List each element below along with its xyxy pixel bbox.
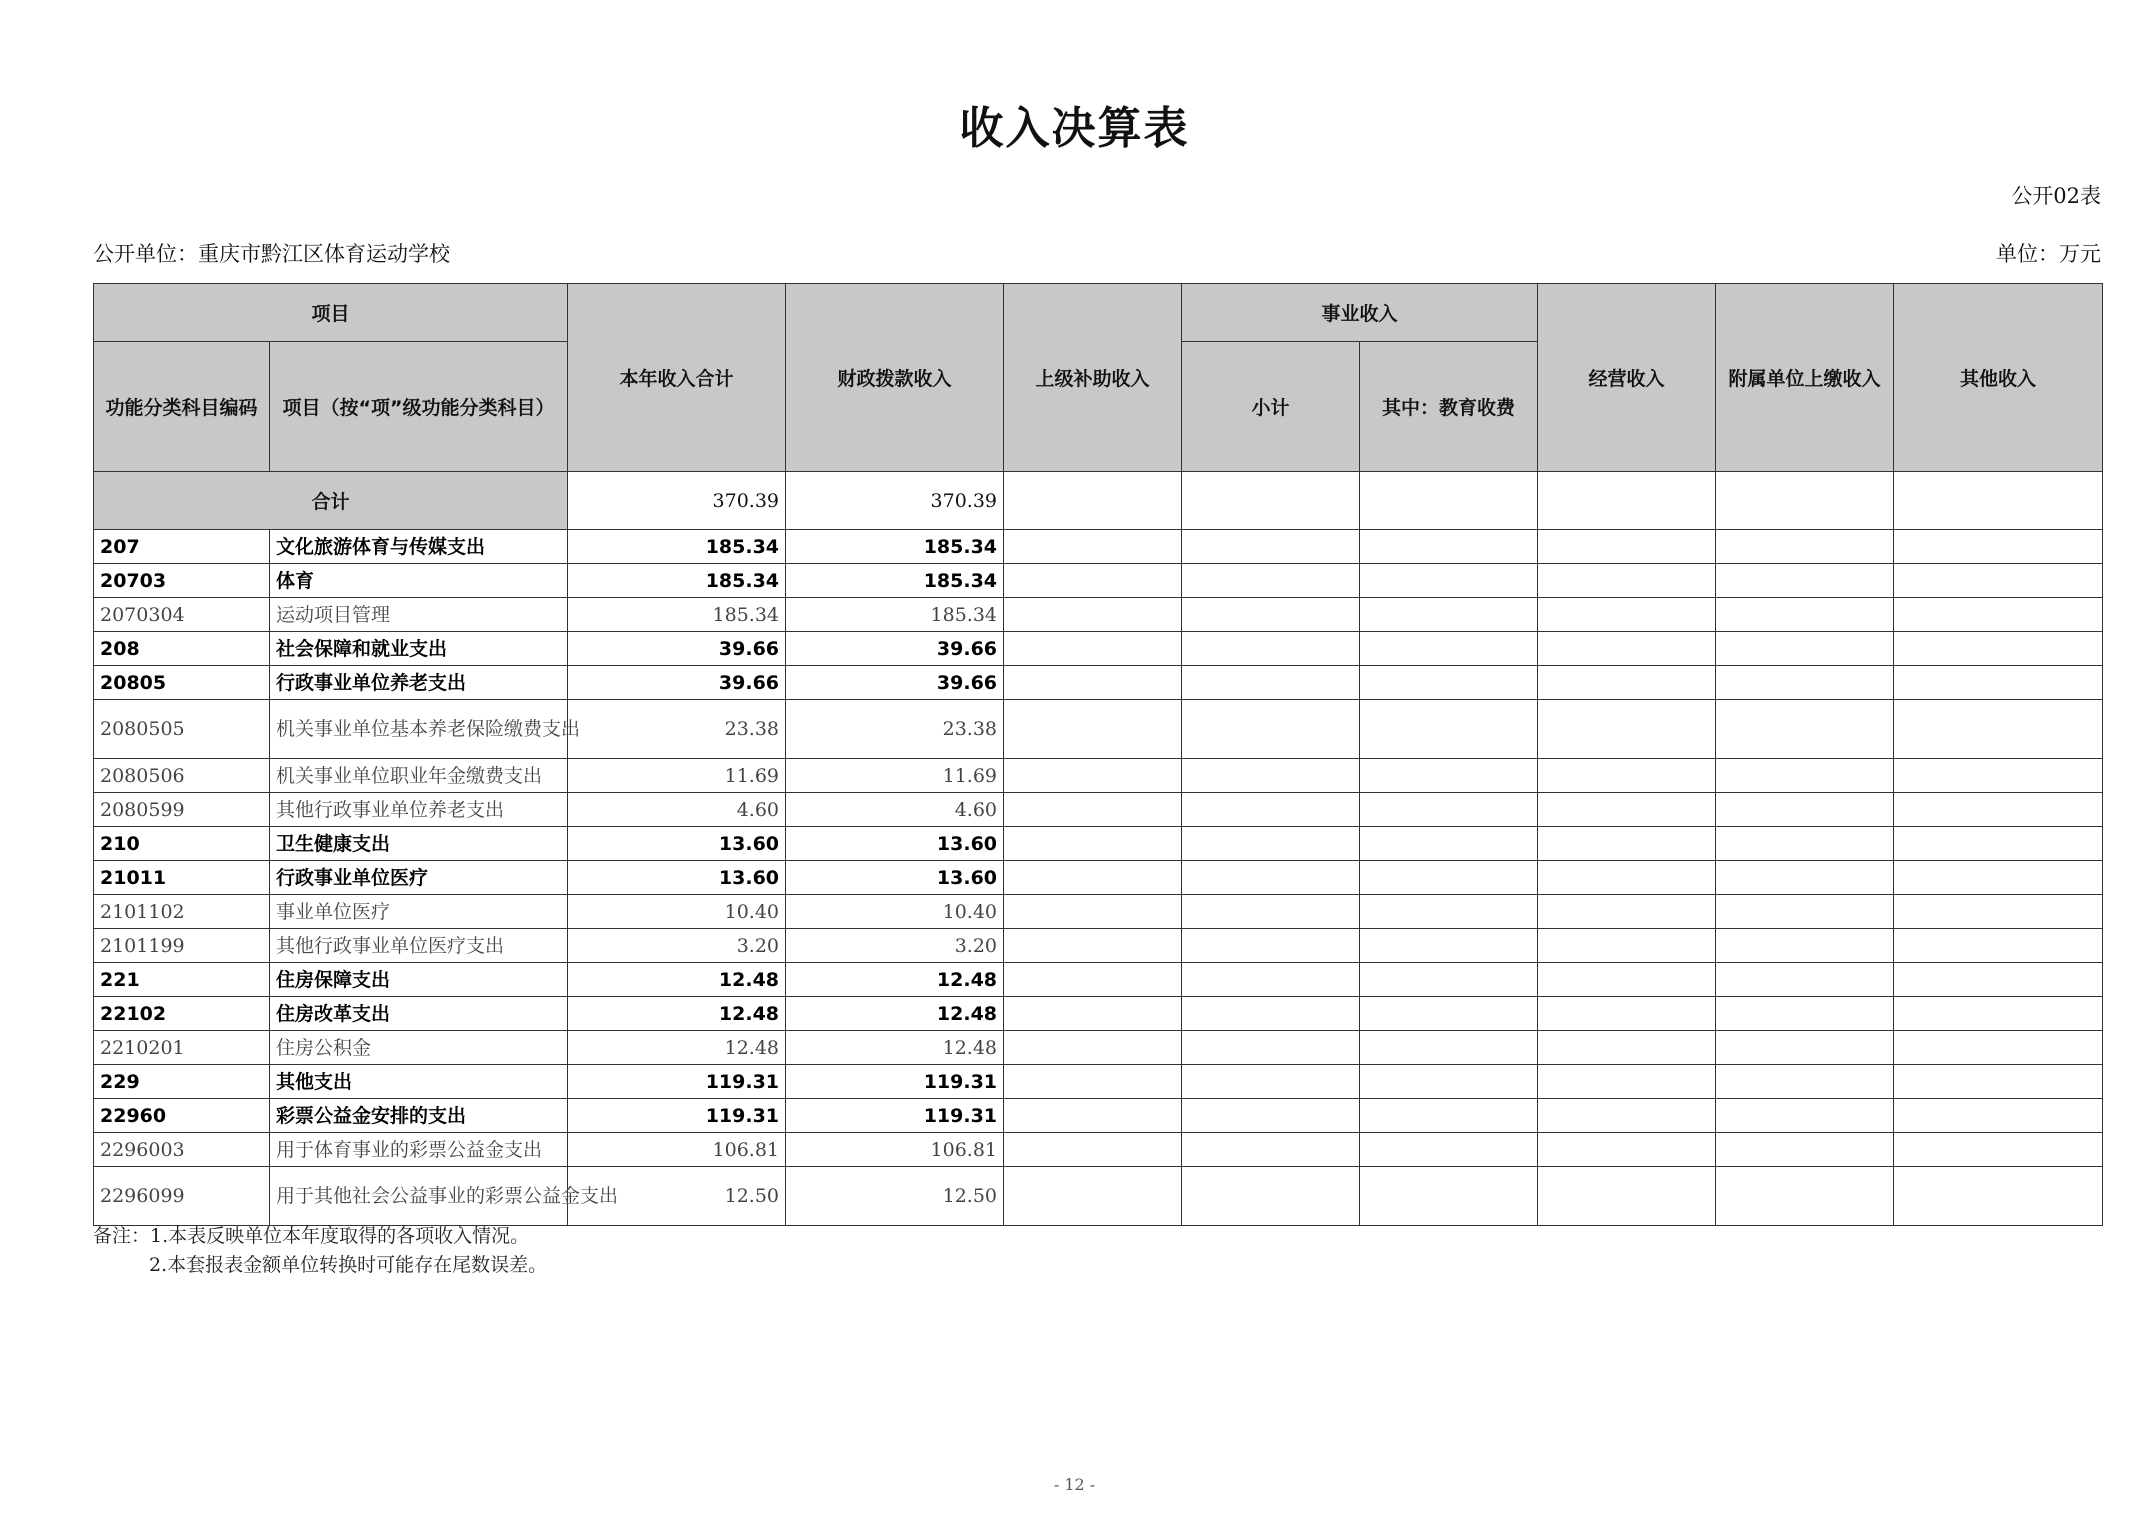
row-total: 185.34 bbox=[568, 564, 786, 598]
row-name: 用于其他社会公益事业的彩票公益金支出 bbox=[270, 1167, 568, 1226]
table-row bbox=[94, 632, 2103, 666]
row-total: 12.50 bbox=[568, 1167, 786, 1226]
row-fiscal: 119.31 bbox=[786, 1099, 1004, 1133]
reporting-unit: 公开单位：重庆市黔江区体育运动学校 bbox=[93, 242, 450, 266]
row-fiscal: 39.66 bbox=[786, 632, 1004, 666]
row-total: 39.66 bbox=[568, 666, 786, 700]
row-name: 文化旅游体育与传媒支出 bbox=[270, 530, 568, 564]
table-row bbox=[94, 1065, 2103, 1099]
row-code: 2101199 bbox=[94, 929, 270, 963]
row-name: 行政事业单位养老支出 bbox=[270, 666, 568, 700]
row-name: 住房保障支出 bbox=[270, 963, 568, 997]
table-row bbox=[94, 530, 2103, 564]
row-fiscal: 4.60 bbox=[786, 793, 1004, 827]
total-row bbox=[94, 472, 2103, 530]
row-code: 210 bbox=[94, 827, 270, 861]
row-total: 10.40 bbox=[568, 895, 786, 929]
row-fiscal: 106.81 bbox=[786, 1133, 1004, 1167]
header-operating: 经营收入 bbox=[1538, 284, 1716, 472]
row-code: 207 bbox=[94, 530, 270, 564]
row-total: 106.81 bbox=[568, 1133, 786, 1167]
row-fiscal: 119.31 bbox=[786, 1065, 1004, 1099]
header-subtotal: 小计 bbox=[1182, 342, 1360, 472]
header-name: 项目（按“项”级功能分类科目） bbox=[270, 342, 568, 472]
table-row bbox=[94, 827, 2103, 861]
row-total: 12.48 bbox=[568, 997, 786, 1031]
table-row bbox=[94, 666, 2103, 700]
row-name: 其他行政事业单位养老支出 bbox=[270, 793, 568, 827]
table-row bbox=[94, 1133, 2103, 1167]
row-code: 2296099 bbox=[94, 1167, 270, 1226]
table-row bbox=[94, 963, 2103, 997]
row-code: 2070304 bbox=[94, 598, 270, 632]
table-row bbox=[94, 895, 2103, 929]
table-row bbox=[94, 997, 2103, 1031]
row-name: 行政事业单位医疗 bbox=[270, 861, 568, 895]
note-1: 备注：1.本表反映单位本年度取得的各项收入情况。 bbox=[93, 1225, 530, 1247]
table-row bbox=[94, 929, 2103, 963]
income-table bbox=[93, 283, 2103, 1226]
row-total: 12.48 bbox=[568, 1031, 786, 1065]
table-row bbox=[94, 564, 2103, 598]
table-row bbox=[94, 793, 2103, 827]
row-code: 208 bbox=[94, 632, 270, 666]
table-row bbox=[94, 861, 2103, 895]
row-code: 22102 bbox=[94, 997, 270, 1031]
header-business-group: 事业收入 bbox=[1182, 284, 1538, 342]
row-code: 221 bbox=[94, 963, 270, 997]
row-fiscal: 12.48 bbox=[786, 1031, 1004, 1065]
row-total: 13.60 bbox=[568, 827, 786, 861]
row-code: 2101102 bbox=[94, 895, 270, 929]
row-code: 20703 bbox=[94, 564, 270, 598]
row-code: 21011 bbox=[94, 861, 270, 895]
row-fiscal: 13.60 bbox=[786, 827, 1004, 861]
row-total: 39.66 bbox=[568, 632, 786, 666]
header-item-group: 项目 bbox=[94, 284, 568, 342]
header-superior: 上级补助收入 bbox=[1004, 284, 1182, 472]
row-fiscal: 185.34 bbox=[786, 598, 1004, 632]
table-row bbox=[94, 1099, 2103, 1133]
row-fiscal: 12.50 bbox=[786, 1167, 1004, 1226]
row-fiscal: 3.20 bbox=[786, 929, 1004, 963]
row-code: 22960 bbox=[94, 1099, 270, 1133]
table-row bbox=[94, 759, 2103, 793]
page-number: - 12 - bbox=[1053, 1475, 1096, 1494]
row-fiscal: 13.60 bbox=[786, 861, 1004, 895]
total-fiscal: 370.39 bbox=[786, 472, 1004, 530]
row-name: 机关事业单位职业年金缴费支出 bbox=[270, 759, 568, 793]
row-fiscal: 11.69 bbox=[786, 759, 1004, 793]
row-name: 住房公积金 bbox=[270, 1031, 568, 1065]
row-total: 12.48 bbox=[568, 963, 786, 997]
header-fiscal: 财政拨款收入 bbox=[786, 284, 1004, 472]
row-total: 11.69 bbox=[568, 759, 786, 793]
row-name: 其他支出 bbox=[270, 1065, 568, 1099]
row-name: 社会保障和就业支出 bbox=[270, 632, 568, 666]
row-fiscal: 185.34 bbox=[786, 530, 1004, 564]
table-row bbox=[94, 598, 2103, 632]
table-row bbox=[94, 1031, 2103, 1065]
table-row bbox=[94, 700, 2103, 759]
header-affiliated: 附属单位上缴收入 bbox=[1716, 284, 1894, 472]
row-name: 事业单位医疗 bbox=[270, 895, 568, 929]
row-name: 体育 bbox=[270, 564, 568, 598]
row-fiscal: 10.40 bbox=[786, 895, 1004, 929]
row-name: 彩票公益金安排的支出 bbox=[270, 1099, 568, 1133]
row-name: 运动项目管理 bbox=[270, 598, 568, 632]
total-label: 合计 bbox=[94, 472, 568, 530]
row-fiscal: 23.38 bbox=[786, 700, 1004, 759]
row-code: 20805 bbox=[94, 666, 270, 700]
row-code: 2296003 bbox=[94, 1133, 270, 1167]
notes bbox=[93, 1222, 547, 1280]
row-name: 住房改革支出 bbox=[270, 997, 568, 1031]
row-code: 2080599 bbox=[94, 793, 270, 827]
row-total: 119.31 bbox=[568, 1099, 786, 1133]
row-code: 2080506 bbox=[94, 759, 270, 793]
row-fiscal: 39.66 bbox=[786, 666, 1004, 700]
row-total: 3.20 bbox=[568, 929, 786, 963]
table-row bbox=[94, 1167, 2103, 1226]
table-number: 公开02表 bbox=[2011, 184, 2101, 208]
header-education: 其中：教育收费 bbox=[1360, 342, 1538, 472]
header-other: 其他收入 bbox=[1894, 284, 2103, 472]
row-name: 卫生健康支出 bbox=[270, 827, 568, 861]
row-name: 其他行政事业单位医疗支出 bbox=[270, 929, 568, 963]
header-code: 功能分类科目编码 bbox=[94, 342, 270, 472]
row-total: 13.60 bbox=[568, 861, 786, 895]
currency-unit: 单位：万元 bbox=[1996, 242, 2101, 266]
row-total: 119.31 bbox=[568, 1065, 786, 1099]
row-fiscal: 12.48 bbox=[786, 963, 1004, 997]
row-code: 2210201 bbox=[94, 1031, 270, 1065]
row-code: 229 bbox=[94, 1065, 270, 1099]
row-total: 4.60 bbox=[568, 793, 786, 827]
page-title: 收入决算表 bbox=[959, 103, 1190, 154]
row-total: 185.34 bbox=[568, 530, 786, 564]
row-total: 185.34 bbox=[568, 598, 786, 632]
row-code: 2080505 bbox=[94, 700, 270, 759]
header-total: 本年收入合计 bbox=[568, 284, 786, 472]
note-2: 2.本套报表金额单位转换时可能存在尾数误差。 bbox=[149, 1254, 548, 1276]
row-name: 用于体育事业的彩票公益金支出 bbox=[270, 1133, 568, 1167]
row-total: 23.38 bbox=[568, 700, 786, 759]
row-fiscal: 185.34 bbox=[786, 564, 1004, 598]
row-name: 机关事业单位基本养老保险缴费支出 bbox=[270, 700, 568, 759]
row-fiscal: 12.48 bbox=[786, 997, 1004, 1031]
total-amount: 370.39 bbox=[568, 472, 786, 530]
